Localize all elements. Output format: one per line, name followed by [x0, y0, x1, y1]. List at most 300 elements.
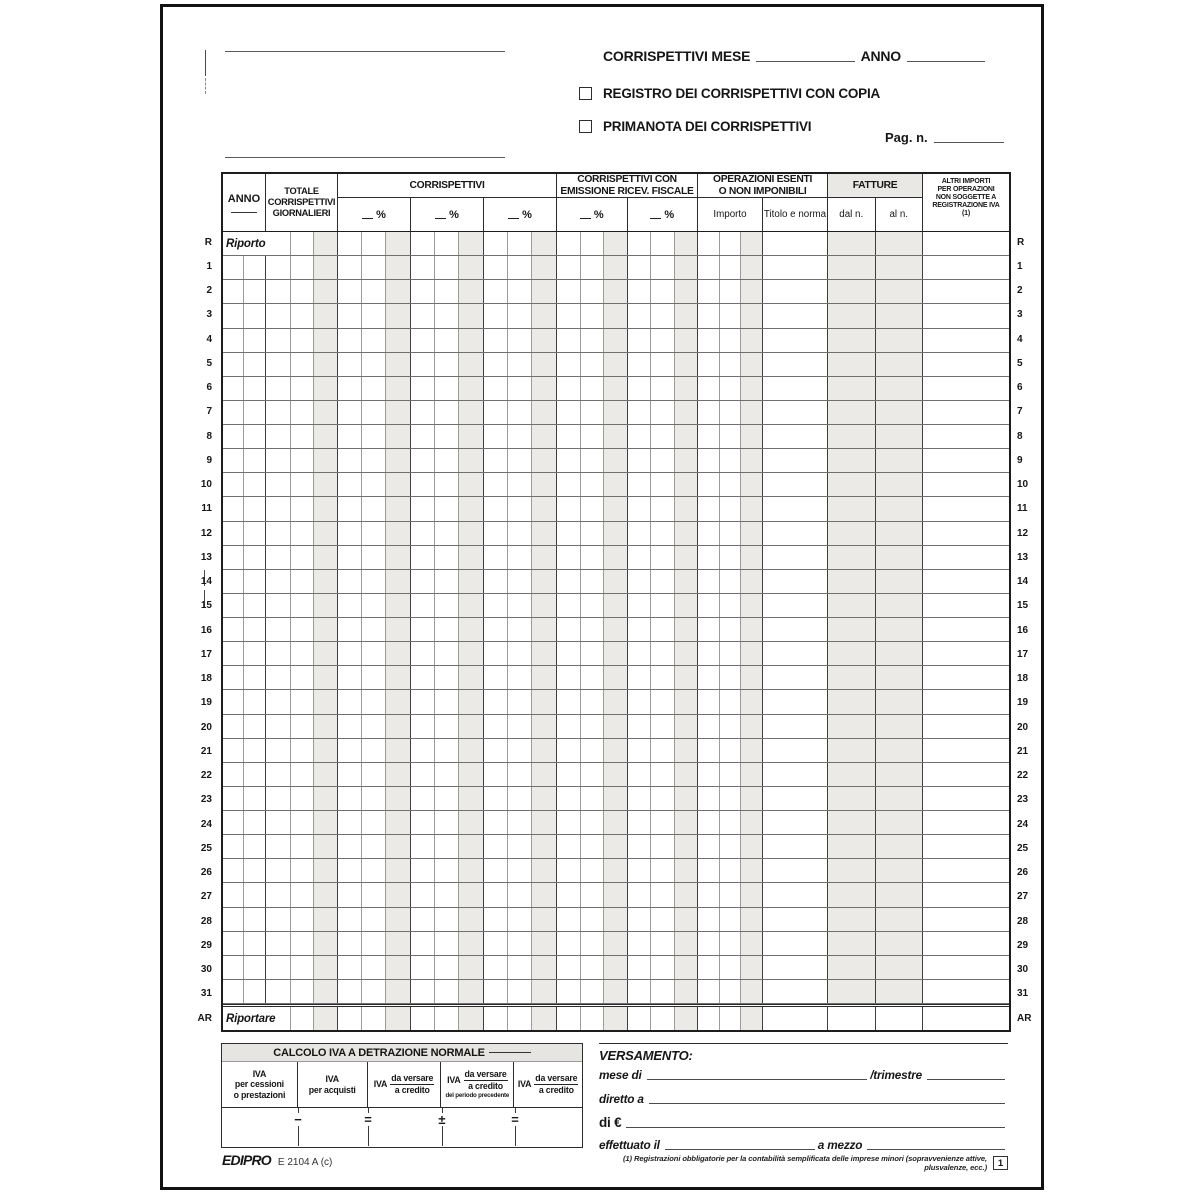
grid-cell	[532, 787, 557, 810]
grid-cell	[338, 980, 362, 1003]
col-header-anno	[223, 174, 266, 231]
grid-cell	[291, 739, 314, 762]
grid-cell	[314, 859, 338, 882]
grid-cell	[741, 883, 763, 906]
grid-cell	[314, 980, 338, 1003]
grid-cell	[484, 425, 508, 448]
grid-cell	[291, 304, 314, 327]
grid-cell	[435, 956, 459, 979]
grid-cell	[557, 425, 581, 448]
table-row-30	[223, 956, 1009, 980]
grid-cell	[876, 594, 923, 617]
grid-cell	[484, 1007, 508, 1030]
grid-cell	[314, 232, 338, 255]
table-row-9	[223, 449, 1009, 473]
grid-cell	[581, 835, 604, 858]
grid-cell	[532, 908, 557, 931]
grid-cell	[581, 522, 604, 545]
mese-line	[647, 1079, 868, 1080]
grid-cell	[508, 546, 532, 569]
grid-cell	[223, 908, 244, 931]
grid-cell	[435, 980, 459, 1003]
grid-cell	[244, 256, 266, 279]
grid-cell	[266, 304, 291, 327]
grid-cell	[508, 739, 532, 762]
grid-cell	[876, 908, 923, 931]
corrispettivi-table	[221, 172, 1011, 1032]
grid-cell	[386, 401, 411, 424]
grid-cell	[628, 835, 651, 858]
grid-cell	[291, 522, 314, 545]
grid-cell	[923, 304, 1009, 327]
grid-cell	[291, 401, 314, 424]
grid-cell	[628, 546, 651, 569]
grid-cell	[698, 908, 720, 931]
grid-cell	[651, 256, 675, 279]
grid-cell	[698, 522, 720, 545]
grid-cell	[508, 232, 532, 255]
grid-cell	[244, 449, 266, 472]
grid-cell	[581, 425, 604, 448]
grid-cell	[923, 449, 1009, 472]
anno-header-label: ANNO	[227, 192, 261, 205]
grid-cell	[698, 353, 720, 376]
pag-writing-line	[934, 142, 1004, 143]
grid-cell	[484, 666, 508, 689]
grid-cell	[557, 980, 581, 1003]
grid-cell	[338, 280, 362, 303]
grid-cell	[291, 353, 314, 376]
calcolo-periodo-note: del periodo precedente	[445, 1092, 510, 1100]
row-number-11: 11	[1017, 503, 1028, 515]
col-header-percent-4: %	[557, 198, 628, 231]
grid-cell	[223, 715, 244, 738]
grid-cell	[291, 980, 314, 1003]
grid-cell	[923, 497, 1009, 520]
grid-cell	[532, 883, 557, 906]
grid-cell	[411, 642, 435, 665]
grid-cell	[604, 618, 628, 641]
row-number-17: 17	[200, 648, 212, 660]
grid-cell	[411, 932, 435, 955]
grid-cell	[651, 763, 675, 786]
grid-cell	[763, 859, 828, 882]
grid-cell	[828, 763, 876, 786]
row-number-27: 27	[200, 891, 212, 903]
grid-cell	[581, 618, 604, 641]
grid-cell	[266, 787, 291, 810]
row-number-25: 25	[200, 842, 212, 854]
table-row-14	[223, 570, 1009, 594]
grid-cell	[508, 1007, 532, 1030]
grid-cell	[828, 280, 876, 303]
grid-cell	[581, 594, 604, 617]
grid-cell	[557, 304, 581, 327]
grid-cell	[314, 329, 338, 352]
row-number-4: 4	[206, 333, 212, 345]
grid-cell	[386, 594, 411, 617]
grid-cell	[675, 908, 698, 931]
grid-cell	[314, 883, 338, 906]
table-row-8	[223, 425, 1009, 449]
grid-cell	[223, 690, 244, 713]
grid-cell	[876, 956, 923, 979]
grid-cell	[581, 859, 604, 882]
grid-cell	[266, 932, 291, 955]
col-group-emissione	[557, 174, 698, 231]
grid-cell	[244, 473, 266, 496]
grid-cell	[828, 835, 876, 858]
grid-cell	[828, 908, 876, 931]
grid-cell	[828, 715, 876, 738]
grid-cell	[720, 449, 741, 472]
table-row-3	[223, 304, 1009, 328]
form-code: E 2104 A (c)	[277, 1157, 333, 1168]
grid-cell	[763, 473, 828, 496]
grid-cell	[435, 811, 459, 834]
table-row-7	[223, 401, 1009, 425]
anno-label: ANNO	[860, 48, 901, 64]
grid-cell	[314, 956, 338, 979]
grid-cell	[291, 932, 314, 955]
grid-cell	[459, 787, 484, 810]
grid-cell	[314, 908, 338, 931]
grid-cell	[698, 1007, 720, 1030]
grid-cell	[741, 449, 763, 472]
grid-cell	[532, 280, 557, 303]
row-caption: Riportare	[223, 1007, 291, 1030]
grid-cell	[338, 835, 362, 858]
grid-cell	[581, 401, 604, 424]
grid-cell	[266, 908, 291, 931]
grid-cell	[923, 932, 1009, 955]
grid-cell	[338, 715, 362, 738]
grid-cell	[876, 304, 923, 327]
grid-cell	[244, 377, 266, 400]
grid-cell	[266, 980, 291, 1003]
grid-cell	[508, 329, 532, 352]
calcolo-col-versare-precedente: IVA $\frac{\text{da versare}}{\text{a credito}}$ del periodo precedente	[441, 1062, 514, 1107]
checkbox-label-primanota: PRIMANOTA DEI CORRISPETTIVI	[603, 119, 812, 134]
grid-cell	[675, 811, 698, 834]
grid-cell	[741, 980, 763, 1003]
grid-cell	[720, 618, 741, 641]
grid-cell	[557, 859, 581, 882]
grid-cell	[314, 787, 338, 810]
grid-cell	[459, 739, 484, 762]
grid-cell	[675, 570, 698, 593]
grid-cell	[581, 353, 604, 376]
grid-cell	[484, 522, 508, 545]
grid-cell	[628, 690, 651, 713]
grid-cell	[266, 594, 291, 617]
grid-cell	[484, 377, 508, 400]
grid-cell	[628, 570, 651, 593]
grid-cell	[604, 1007, 628, 1030]
grid-cell	[411, 377, 435, 400]
grid-cell	[362, 522, 386, 545]
grid-cell	[338, 690, 362, 713]
row-number-13: 13	[200, 551, 212, 563]
grid-cell	[651, 715, 675, 738]
grid-cell	[266, 546, 291, 569]
table-row-10	[223, 473, 1009, 497]
grid-cell	[628, 642, 651, 665]
grid-cell	[557, 353, 581, 376]
grid-cell	[532, 522, 557, 545]
grid-cell	[435, 497, 459, 520]
grid-cell	[923, 256, 1009, 279]
grid-cell	[876, 1007, 923, 1030]
grid-cell	[314, 739, 338, 762]
grid-cell	[314, 401, 338, 424]
grid-cell	[411, 956, 435, 979]
grid-cell	[651, 329, 675, 352]
grid-cell	[338, 522, 362, 545]
grid-cell	[362, 908, 386, 931]
grid-cell	[386, 811, 411, 834]
grid-cell	[338, 546, 362, 569]
grid-cell	[435, 1007, 459, 1030]
grid-cell	[763, 401, 828, 424]
grid-cell	[763, 1007, 828, 1030]
grid-cell	[828, 546, 876, 569]
grid-cell	[876, 618, 923, 641]
grid-cell	[244, 739, 266, 762]
grid-cell	[876, 256, 923, 279]
grid-cell	[604, 690, 628, 713]
grid-cell	[338, 401, 362, 424]
grid-cell	[435, 256, 459, 279]
row-number-18: 18	[1017, 673, 1029, 685]
grid-cell	[720, 787, 741, 810]
grid-cell	[876, 546, 923, 569]
grid-cell	[244, 329, 266, 352]
grid-cell	[923, 377, 1009, 400]
grid-cell	[532, 546, 557, 569]
grid-cell	[338, 594, 362, 617]
row-number-22: 22	[1017, 770, 1029, 782]
grid-cell	[923, 642, 1009, 665]
grid-cell	[314, 304, 338, 327]
table-row-26	[223, 859, 1009, 883]
grid-cell	[435, 280, 459, 303]
row-number-21: 21	[1017, 745, 1029, 757]
grid-cell	[484, 401, 508, 424]
mese-writing-line	[756, 61, 854, 62]
row-number-3: 3	[206, 309, 212, 321]
grid-cell	[508, 353, 532, 376]
grid-cell	[411, 425, 435, 448]
margin-mark-top-dashed	[205, 78, 206, 94]
grid-cell	[244, 932, 266, 955]
grid-cell	[459, 401, 484, 424]
col-header-percent-2: %	[411, 198, 484, 231]
grid-cell	[720, 715, 741, 738]
row-number-14: 14	[200, 576, 212, 588]
grid-cell	[291, 859, 314, 882]
grid-cell	[763, 690, 828, 713]
grid-cell	[508, 594, 532, 617]
grid-cell	[459, 232, 484, 255]
grid-cell	[291, 425, 314, 448]
grid-cell	[651, 425, 675, 448]
grid-cell	[223, 401, 244, 424]
row-number-5: 5	[206, 357, 212, 369]
col-header-altri-importi: ALTRI IMPORTI PER OPERAZIONI NON SOGGETTE A REGISTRAZIONE IVA (1)	[932, 178, 1000, 218]
row-number-8: 8	[206, 430, 212, 442]
grid-cell	[557, 232, 581, 255]
grid-cell	[828, 232, 876, 255]
grid-cell	[923, 473, 1009, 496]
grid-cell	[828, 811, 876, 834]
grid-cell	[741, 377, 763, 400]
grid-cell	[291, 377, 314, 400]
grid-cell	[459, 835, 484, 858]
grid-cell	[411, 594, 435, 617]
grid-cell	[459, 642, 484, 665]
grid-cell	[532, 473, 557, 496]
grid-cell	[435, 883, 459, 906]
row-number-28: 28	[200, 915, 212, 927]
calcolo-col-cessioni: IVA per cessioni o prestazioni	[222, 1062, 298, 1107]
grid-cell	[604, 932, 628, 955]
grid-cell	[459, 377, 484, 400]
grid-cell	[244, 908, 266, 931]
grid-cell	[508, 522, 532, 545]
grid-cell	[604, 956, 628, 979]
grid-cell	[604, 522, 628, 545]
anno-header-line	[231, 212, 257, 213]
grid-cell	[923, 715, 1009, 738]
versamento-section	[599, 1043, 1008, 1171]
grid-cell	[604, 401, 628, 424]
grid-cell	[459, 594, 484, 617]
fatture-group-label: FATTURE	[828, 174, 922, 198]
grid-cell	[763, 835, 828, 858]
grid-cell	[675, 932, 698, 955]
grid-cell	[386, 377, 411, 400]
row-number-29: 29	[200, 939, 212, 951]
grid-cell	[720, 377, 741, 400]
row-number-23: 23	[1017, 794, 1029, 806]
grid-cell	[675, 425, 698, 448]
row-number-R: R	[204, 236, 212, 248]
grid-cell	[508, 256, 532, 279]
grid-cell	[314, 932, 338, 955]
grid-cell	[876, 329, 923, 352]
grid-cell	[720, 763, 741, 786]
grid-cell	[532, 594, 557, 617]
row-number-30: 30	[200, 964, 212, 976]
grid-cell	[362, 666, 386, 689]
grid-cell	[698, 811, 720, 834]
grid-cell	[386, 256, 411, 279]
grid-cell	[459, 304, 484, 327]
grid-cell	[741, 425, 763, 448]
grid-cell	[741, 329, 763, 352]
grid-cell	[223, 425, 244, 448]
grid-cell	[763, 811, 828, 834]
grid-cell	[484, 497, 508, 520]
grid-cell	[923, 594, 1009, 617]
grid-cell	[362, 570, 386, 593]
col-header-totale: TOTALE CORRISPETTIVI GIORNALIERI	[266, 174, 338, 231]
grid-cell	[244, 811, 266, 834]
col-header-percent-1: %	[338, 198, 411, 231]
grid-cell	[675, 618, 698, 641]
grid-cell	[581, 956, 604, 979]
grid-cell	[532, 835, 557, 858]
grid-cell	[698, 956, 720, 979]
checkbox-label-registro: REGISTRO DEI CORRISPETTIVI CON COPIA	[603, 86, 881, 101]
grid-cell	[698, 546, 720, 569]
grid-cell	[741, 956, 763, 979]
row-number-1: 1	[1017, 260, 1023, 272]
grid-cell	[338, 787, 362, 810]
grid-cell	[223, 859, 244, 882]
grid-cell	[720, 956, 741, 979]
grid-cell	[741, 690, 763, 713]
grid-cell	[291, 449, 314, 472]
grid-cell	[244, 690, 266, 713]
grid-cell	[651, 401, 675, 424]
table-row-25	[223, 835, 1009, 859]
grid-cell	[675, 256, 698, 279]
grid-cell	[720, 425, 741, 448]
grid-cell	[223, 739, 244, 762]
grid-cell	[291, 666, 314, 689]
grid-cell	[338, 256, 362, 279]
grid-cell	[244, 546, 266, 569]
grid-cell	[698, 401, 720, 424]
grid-cell	[484, 449, 508, 472]
grid-cell	[675, 642, 698, 665]
grid-cell	[223, 280, 244, 303]
grid-cell	[557, 280, 581, 303]
grid-cell	[484, 883, 508, 906]
grid-cell	[266, 642, 291, 665]
row-number-12: 12	[1017, 527, 1029, 539]
grid-cell	[876, 835, 923, 858]
grid-cell	[266, 956, 291, 979]
grid-cell	[244, 570, 266, 593]
grid-cell	[266, 618, 291, 641]
grid-cell	[828, 353, 876, 376]
grid-cell	[223, 256, 244, 279]
grid-cell	[720, 497, 741, 520]
grid-cell	[244, 787, 266, 810]
grid-cell	[314, 522, 338, 545]
grid-cell	[484, 908, 508, 931]
grid-cell	[291, 570, 314, 593]
grid-cell	[459, 570, 484, 593]
table-row-12	[223, 522, 1009, 546]
grid-cell	[435, 835, 459, 858]
grid-cell	[720, 329, 741, 352]
grid-cell	[604, 594, 628, 617]
grid-cell	[923, 232, 1009, 255]
grid-cell	[698, 377, 720, 400]
grid-cell	[411, 908, 435, 931]
grid-cell	[604, 642, 628, 665]
grid-cell	[604, 980, 628, 1003]
grid-cell	[698, 739, 720, 762]
row-number-29: 29	[1017, 939, 1029, 951]
grid-cell	[484, 980, 508, 1003]
grid-cell	[508, 425, 532, 448]
grid-cell	[459, 522, 484, 545]
